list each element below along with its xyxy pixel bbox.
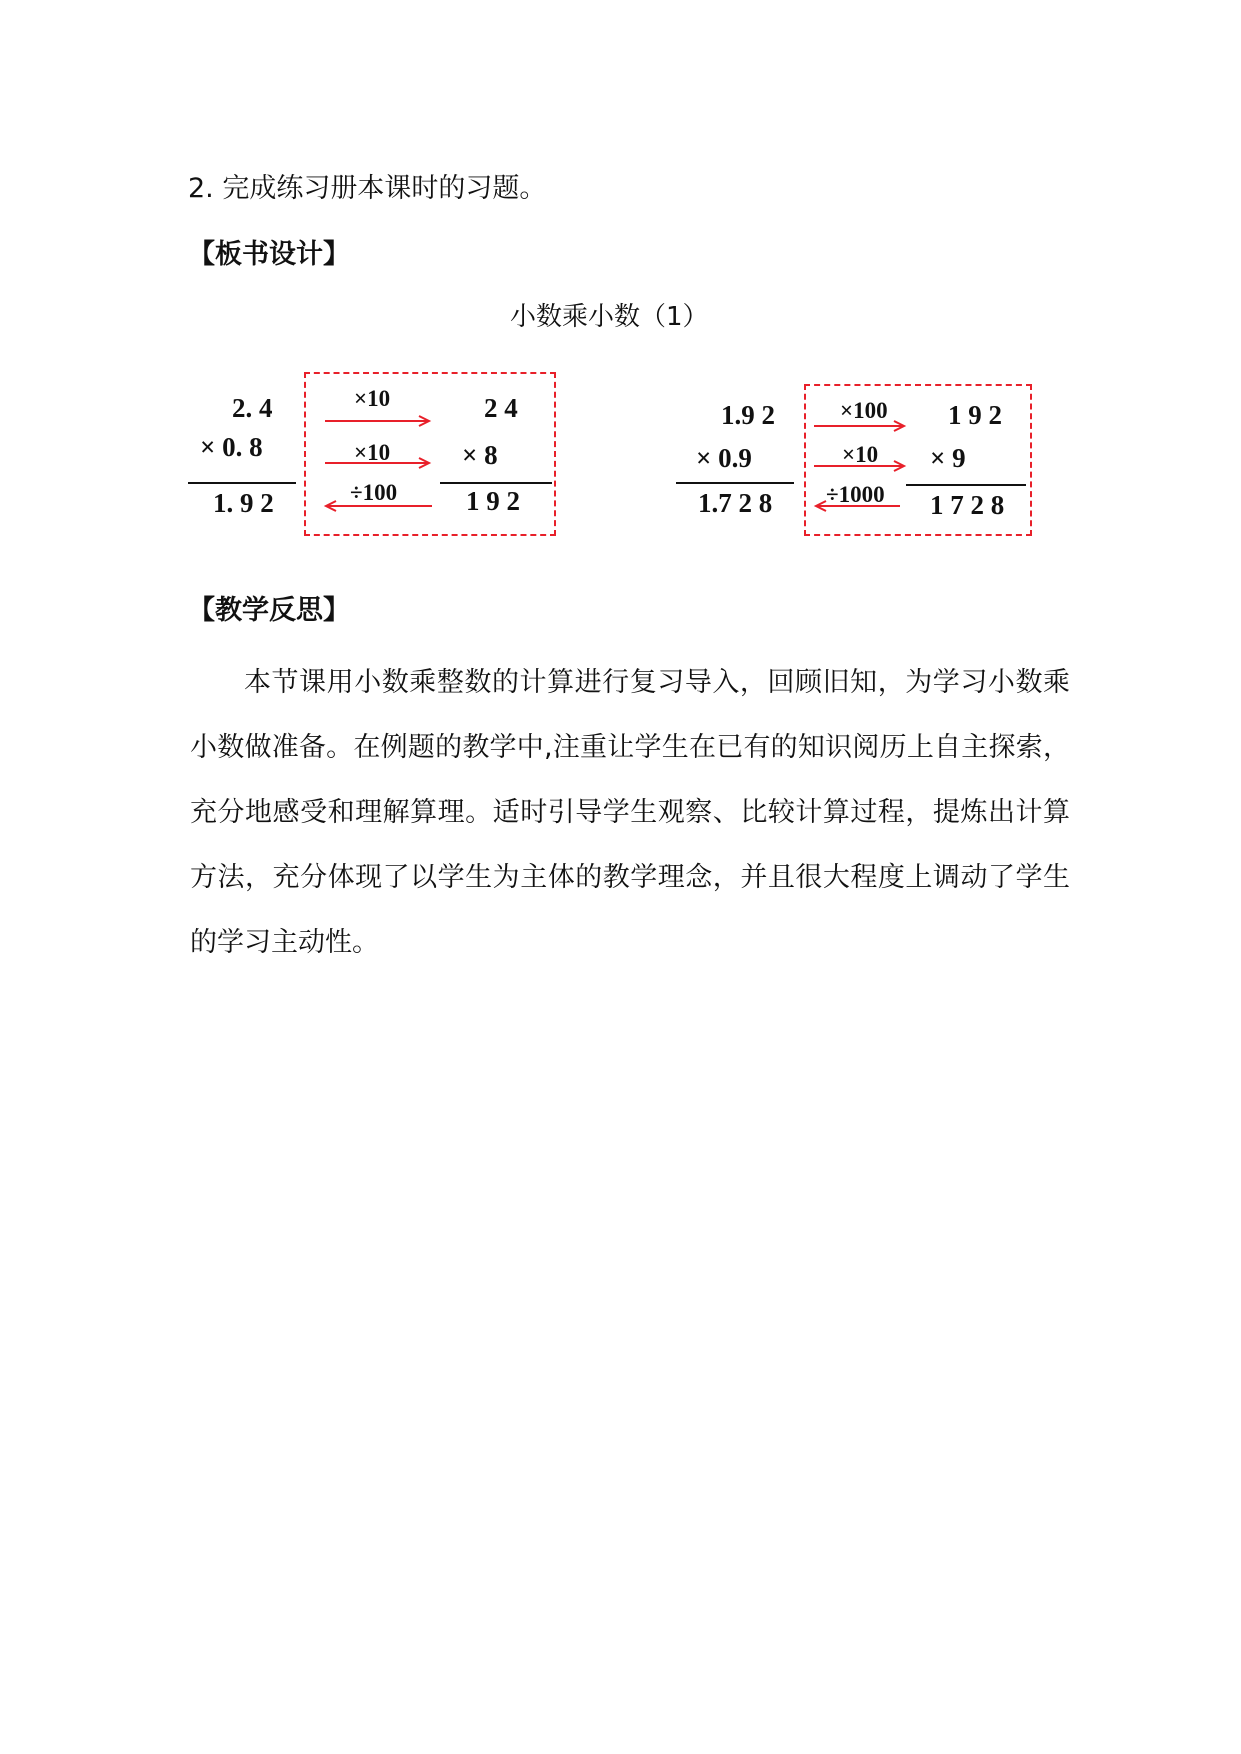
homework-item: 2. 完成练习册本课时的习题。 [188,173,547,204]
left-int-product: 1 9 2 [466,486,520,516]
reflection-heading: 【教学反思】 [188,595,350,626]
right-arrow-right-top [814,420,910,432]
reflection-paragraph: 本节课用小数乘整数的计算进行复习导入，回顾旧知，为学习小数乘小数做准备。在例题的教学中,注重让学生在已有的知识阅历上自主探索，充分地感受和理解算理。适时引导学生观察、比较计算过程，提炼出计算方法，充分体现了以学生为主体的教学理念，并且很大程度上调动了学生的学习主动性。 [190,667,1070,958]
board-design-heading: 【板书设计】 [188,239,350,270]
left-arrow-left-bottom [322,500,434,512]
left-arrow-right-top [325,415,435,427]
right-decimal-product: 1.7 2 8 [698,488,773,518]
left-int-factor2: × 8 [462,440,498,470]
board-title: 小数乘小数（1） [510,302,709,332]
right-int-rule [906,484,1026,486]
left-decimal-factor1: 2. 4 [232,393,273,423]
left-decimal-rule [188,482,296,484]
right-op-bottom: ÷1000 [826,482,885,507]
left-int-rule [440,482,552,484]
left-decimal-factor2: × 0. 8 [200,432,263,462]
right-decimal-factor1: 1.9 2 [721,400,775,430]
left-op-bottom: ÷100 [350,480,398,505]
right-int-factor2: × 9 [930,443,966,473]
left-op-mid: ×10 [354,440,391,465]
right-op-top: ×100 [840,398,888,423]
left-int-factor1: 2 4 [484,393,518,423]
left-decimal-product: 1. 9 2 [213,488,274,518]
left-op-top: ×10 [354,386,391,411]
right-int-factor1: 1 9 2 [948,400,1002,430]
right-decimal-factor2: × 0.9 [696,443,752,473]
left-arrow-right-mid [325,457,435,469]
right-decimal-rule [676,482,794,484]
right-arrow-left-bottom [812,500,902,512]
right-arrow-right-mid [814,460,910,472]
right-op-mid: ×10 [842,442,879,467]
right-int-product: 1 7 2 8 [930,490,1005,520]
